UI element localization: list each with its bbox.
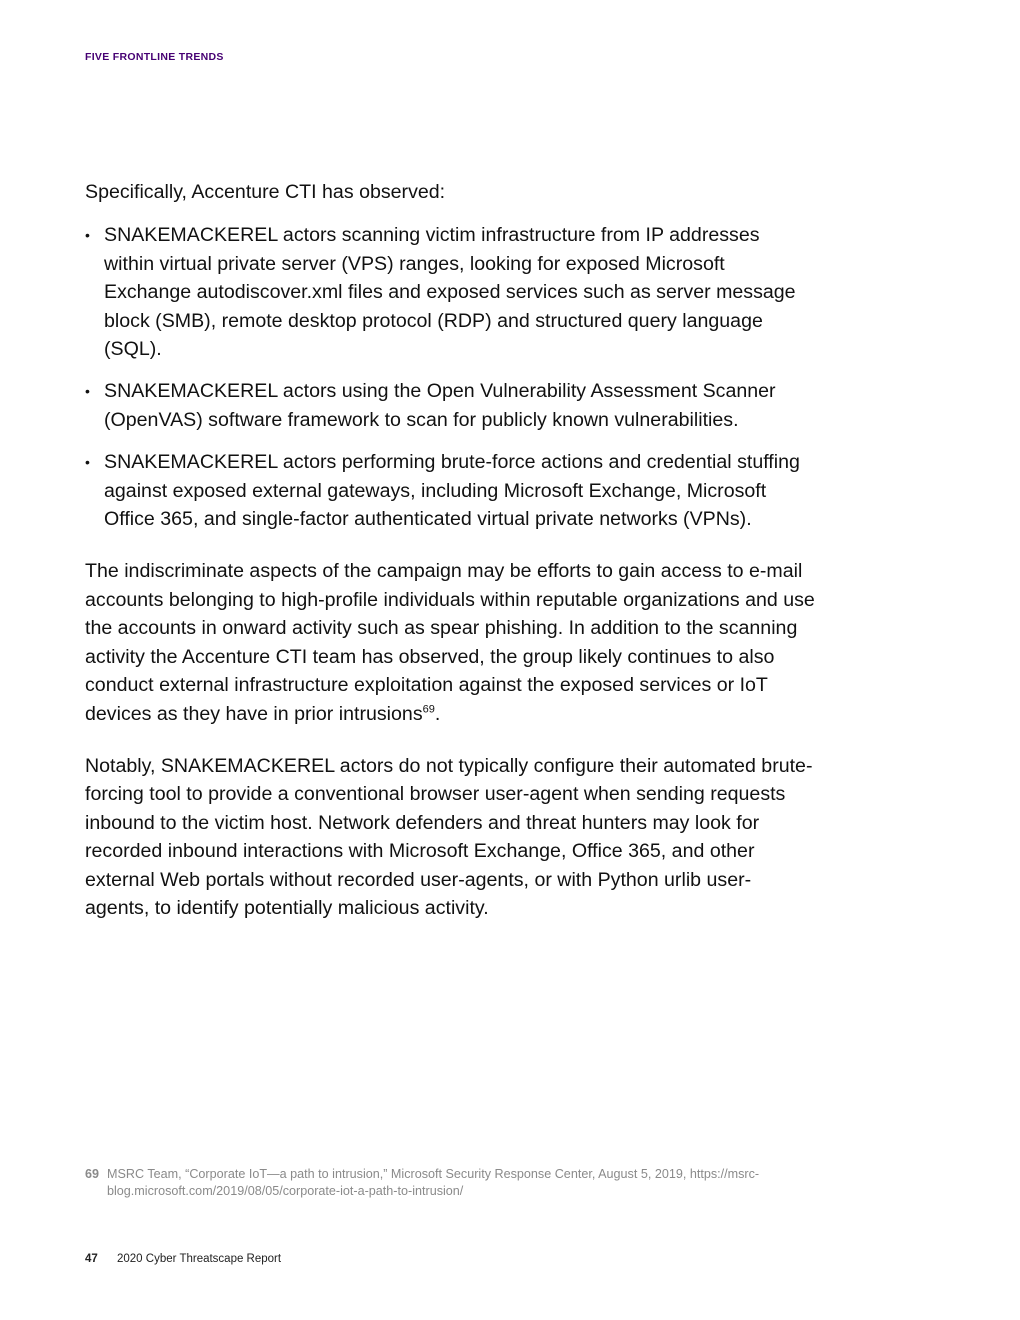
section-label: FIVE FRONTLINE TRENDS: [85, 51, 224, 63]
paragraph-campaign-end: .: [434, 702, 441, 725]
page-number: 47: [85, 1253, 98, 1265]
bullet-icon: •: [85, 454, 90, 471]
bullet-icon: •: [85, 227, 90, 244]
list-item: [85, 221, 815, 363]
footnote-reference: 69: [422, 702, 435, 715]
list-item-text: SNAKEMACKEREL actors performing brute-force actions and credential stuffing against exposed external gateways, including Microsoft Exchange, Microsoft Office 365, and single-factor authenticated virtual private networks (VPNs).: [104, 451, 800, 531]
main-content: [85, 178, 815, 922]
list-item-text: SNAKEMACKEREL actors scanning victim infrastructure from IP addresses within virtual private server (VPS) ranges, looking for exposed Microsoft Exchange autodiscover.xml files and exposed services such as server message block (SMB), remote desktop protocol (RDP) and structured query language (SQL).: [104, 224, 796, 361]
bullet-icon: •: [85, 383, 90, 400]
list-item: [85, 377, 815, 434]
paragraph-detection: Notably, SNAKEMACKEREL actors do not typically configure their automated brute-forcing tool to provide a conventional browser user-agent when sending requests inbound to the victim host. Network defenders and threat hunters may look for recorded inbound interactions with Microsoft Exchange, Office 365, and other external Web portals without recorded user-agents, or with Python urlib user-agents, to identify potentially malicious activity.: [85, 754, 813, 919]
list-item: [85, 448, 815, 533]
intro-text: Specifically, Accenture CTI has observed:: [85, 181, 446, 203]
footnote-text: MSRC Team, “Corporate IoT—a path to intrusion,” Microsoft Security Response Center, August 5, 2019, https://msrc-blog.microsoft.com/2019/08/05/corporate-iot-a-path-to-intrusion/: [107, 1167, 760, 1198]
list-item-text: SNAKEMACKEREL actors using the Open Vulnerability Assessment Scanner (OpenVAS) software framework to scan for publicly known vulnerabilities.: [104, 380, 776, 431]
page-footer: [85, 1253, 281, 1265]
observation-list: [85, 221, 815, 533]
paragraph-campaign-text: The indiscriminate aspects of the campaign may be efforts to gain access to e-mail accounts belonging to high-profile individuals within reputable organizations and use the accounts in onward activity such as spear phishing. In addition to the scanning activity the Accenture CTI team has observed, the group likely continues to also conduct external infrastructure exploitation against the exposed services or IoT devices as they have in prior intrusions: [85, 560, 815, 725]
footnote-number: 69: [85, 1167, 100, 1181]
footnote: [85, 1166, 785, 1199]
report-title: 2020 Cyber Threatscape Report: [117, 1253, 282, 1265]
paragraph-campaign: [85, 557, 815, 727]
